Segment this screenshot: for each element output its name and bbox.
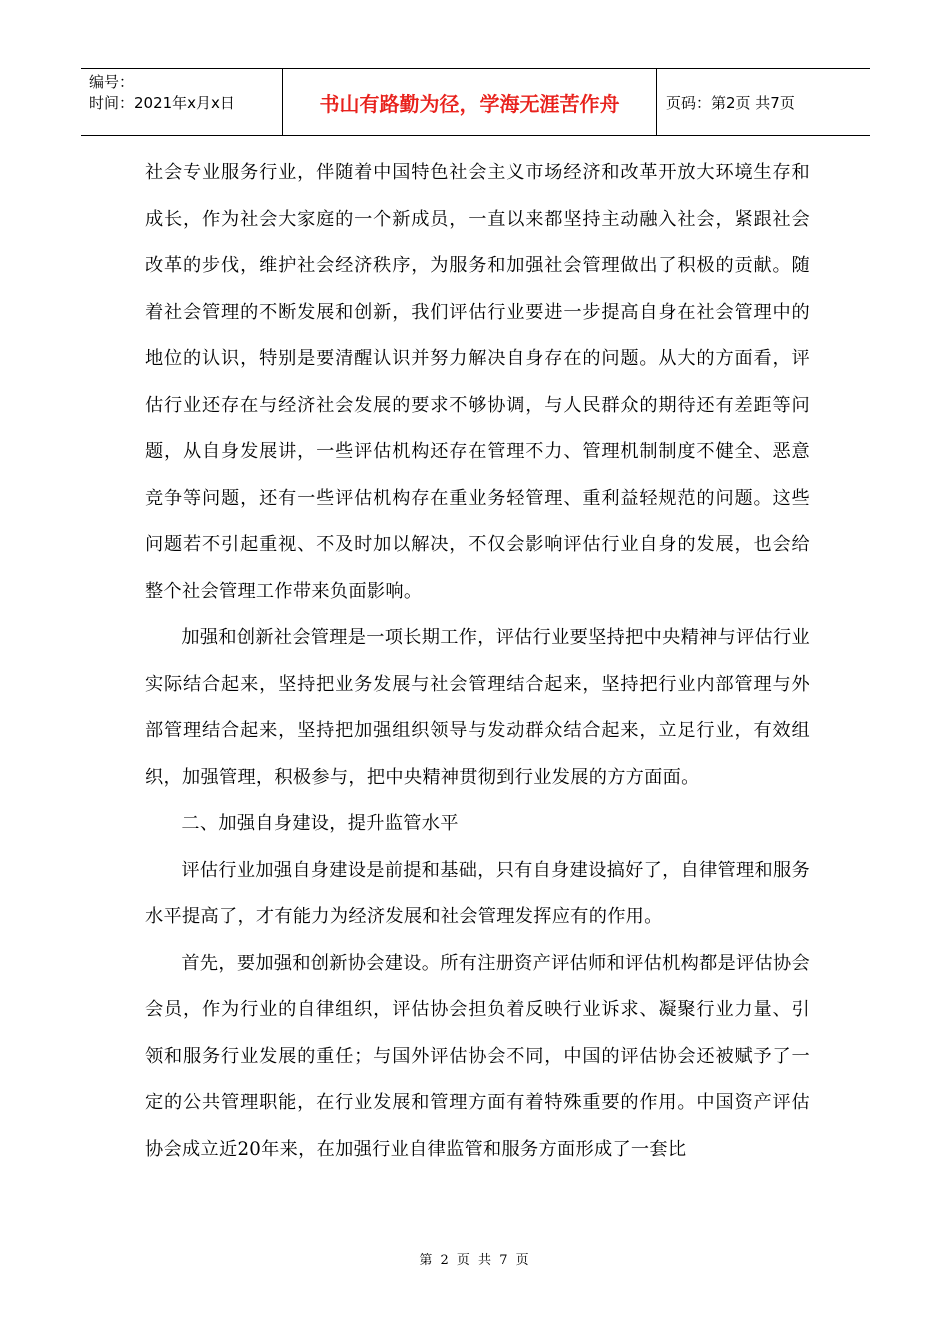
section-heading: 二、加强自身建设，提升监管水平 <box>181 813 459 834</box>
header-page-info: 页码：第2页 共7页 <box>666 93 795 112</box>
paragraph: 加强和创新社会管理是一项长期工作，评估行业要坚持把中央精神与评估行业实际结合起来，坚持把业务发展与社会管理结合起来，坚持把行业内部管理与外部管理结合起来，坚持把加强组织领导与发动群众结合起来，立足行业，有效组织，加强管理，积极参与，把中央精神贯彻到行业发展的方方面面。 <box>145 627 810 788</box>
paragraph: 首先，要加强和创新协会建设。所有注册资产评估师和评估机构都是评估协会会员，作为行业的自律组织，评估协会担负着反映行业诉求、凝聚行业力量、引领和服务行业发展的重任；与国外评估协会不同，中国的评估协会还被赋予了一定的公共管理职能，在行业发展和管理方面有着特殊重要的作用。中国资产评估协会成立近20年来，在加强行业自律监管和服务方面形成了一套比 <box>145 952 810 1160</box>
header-meta-cell <box>81 69 283 135</box>
page-footer: 第 2 页 共 7 页 <box>419 1253 531 1268</box>
header-motto-cell <box>283 69 657 135</box>
document-body <box>145 150 810 1173</box>
header-page-cell <box>657 69 870 135</box>
page-header <box>81 68 870 136</box>
header-motto: 书山有路勤为径，学海无涯苦作舟 <box>319 91 620 116</box>
document-number-label: 编号： <box>89 73 135 91</box>
paragraph-continued: 社会专业服务行业，伴随着中国特色社会主义市场经济和改革开放大环境生存和成长，作为社会大家庭的一个新成员，一直以来都坚持主动融入社会，紧跟社会改革的步伐，维护社会经济秩序，为服务和加强社会管理做出了积极的贡献。随着社会管理的不断发展和创新，我们评估行业要进一步提高自身在社会管理中的地位的认识，特别是要清醒认识并努力解决自身存在的问题。从大的方面看，评估行业还存在与经济社会发展的要求不够协调，与人民群众的期待还有差距等问题，从自身发展讲，一些评估机构还存在管理不力、管理机制制度不健全、恶意竞争等问题，还有一些评估机构存在重业务轻管理、重利益轻规范的问题。这些问题若不引起重视、不及时加以解决，不仅会影响评估行业自身的发展，也会给整个社会管理工作带来负面影响。 <box>145 162 810 602</box>
paragraph: 评估行业加强自身建设是前提和基础，只有自身建设搞好了，自律管理和服务水平提高了，才有能力为经济发展和社会管理发挥应有的作用。 <box>145 859 810 927</box>
document-time-label: 时间：2021年x月x日 <box>89 94 235 112</box>
